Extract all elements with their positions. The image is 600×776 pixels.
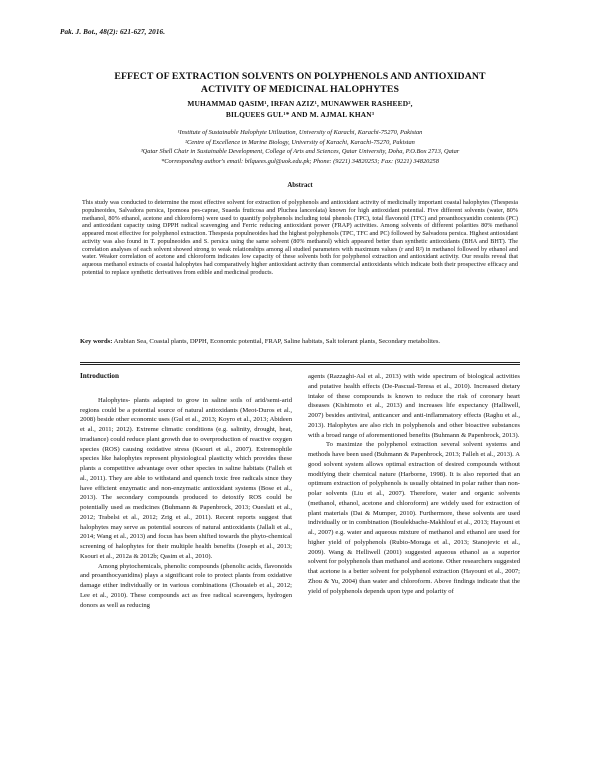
divider-rule-thin bbox=[80, 364, 520, 365]
left-column bbox=[80, 372, 292, 610]
body-paragraph: agents (Razzaghi-Asl et al., 2013) with wide spectrum of biological activities and putative health effects (De-Pascual-Teresa et al., 2010). Increased dietary intake of these compounds is known to reduce the risk of coronary heart diseases (Kishimoto et al., 2013) and increases life expectancy (Halliwell, 2007) besides antiviral, anticancer and anti-inflammatory effects (Raghu et al., 2013). Halophytes are also rich in polyphenols and other bioactive substances with a broad range of aforementioned benefits (Buhmann & Papenbrock, 2013). bbox=[308, 373, 520, 439]
paper-title-line-2: ACTIVITY OF MEDICINAL HALOPHYTES bbox=[200, 84, 400, 95]
abstract-text: This study was conducted to determine the most effective solvent for extraction of polyphenols and antioxidant activity of medicinally important coastal halophytes (Thespesia populneoides, Salvadora persica, Ipomoea pes-caprae, Suaeda fruticosa and Pluchea lanceolata) known for high antioxidant potential. Five different solvents (water, 80% methanol, 80% ethanol, acetone and chloroform) were used to quantify polyphenols including total phenols (TPC), total flavonoid (TFC) and proanthocyanidin contents (PC) and antioxidant capacity using DPPH radical scavenging and Ferric reducing antioxidant power (FRAP) activities. Among solvents of different polarities 80% methanol appeared most effective for polyphenol extraction. Thespesia populneoides had the highest polyphenols (TPC, TFC and PC) followed by Salvadora persica. Highest antioxidant activity was also found in T. populneoides and S. persica using the same solvent (80% methanol) which appeared better than synthetic antioxidants (BHA and BHT). The correlation analyses of each solvent showed strong to weak relationships among all studied parameters with maximum values (r and R²) in methanol followed by ethanol and water. Weaker correlation of acetone and chloroform indicates low capacity of these solvents both for polyphenol extraction and antioxidant activity. Our results reveal that aqueous methanol extracts of coastal halophytes had comparatively higher antioxidant activity than commercial antioxidants which indicate both their prospective efficacy and potential to replace synthetic derivatives from edible and medicinal products. bbox=[82, 199, 518, 276]
affiliation-2: ²Centre of Excellence in Marine Biology, University of Karachi, Karachi-75270, Pakistan bbox=[185, 138, 415, 146]
right-column bbox=[308, 372, 520, 596]
divider-rule bbox=[80, 362, 520, 363]
author-list bbox=[60, 98, 540, 120]
keywords-label: Key words: bbox=[80, 338, 113, 345]
paper-title-line-1: EFFECT OF EXTRACTION SOLVENTS ON POLYPHENOLS AND ANTIOXIDANT bbox=[114, 71, 486, 82]
body-paragraph: To maximize the polyphenol extraction several solvent systems and methods have been used (Buhmann & Papenbrock, 2013; Falleh et al., 2013). A good solvent system allows optimal extraction of desired compounds without modifying their chemical nature (Harborne, 1998). It is also reported that an optimum extraction of polyphenols is usually obtained in polar rather than non-polar solvents (Liu et al., 2007). Therefore, water and organic solvents (methanol, ethanol, acetone and chloroform) are widely used for extraction of plant materials (Dai & Mumper, 2010). Furthermore, these solvents are used individually or in combination (Boulekbache-Makhlouf et al., 2013; Hayouni et al., 2007) e.g. water and aqueous mixture of methanol and ethanol are used for higher yield of polyphenols (Rubio-Moraga et al., 2013; Stanojevic et al., 2009). Wang & Helliwell (2001) suggested aqueous ethanol as a superior solvent for polyphenols than methanol and acetone. Other researchers suggested that acetone is a better solvent for polyphenol extraction (Hayouni et al., 2007; Zhou & Yu, 2004) than water and chloroform. Above findings indicate that the yield of polyphenols depends upon type and polarity of bbox=[308, 441, 520, 595]
keywords-text: Arabian Sea, Coastal plants, DPPH, Economic potential, FRAP, Saline habitats, Salt tolerant plants, Secondary metabolites. bbox=[113, 338, 441, 345]
body-paragraph: Halophytes- plants adapted to grow in saline soils of arid/semi-arid regions could be a potential source of natural antioxidants (Meot-Duros et al., 2008) beside other economic uses (Gul et al., 2013; Koyro et al., 2013; Abideen et al., 2011; 2012). Extreme climatic conditions (e.g. salinity, drought, heat, irradiance) could reduce plant growth due to overproduction of reactive oxygen species (ROS) causing oxidative stress (Ksouri et al., 2007). Extremophile species like halophytes represent physiological plasticity which provides these plants a competitive advantage over other species in saline habitats (Falleh et al., 2011). They are able to withstand and quench toxic free radicals since they have efficient enzymatic and non-enzymatic antioxidant systems (Bose et al., 2013). The secondary compounds produced to detoxify ROS could be potentially used as medicines (Buhmann & Papenbrock, 2013; Oueslati et al., 2012; Trabelsi et al., 2012; Zrig et al., 2011). Recent reports suggest that halophytes may serve as potential sources of natural antioxidants (Jallali et al., 2014; Wang et al., 2013) and focus has been shifted towards the phyto-chemical screening of halophytes for their multiple health benefits (Joseph et al., 2013; Ksouri et al., 2012a & 2012b; Qasim et al., 2010). bbox=[80, 396, 292, 560]
journal-reference: Pak. J. Bot., 48(2): 621-627, 2016. bbox=[60, 28, 166, 36]
abstract-heading: Abstract bbox=[287, 182, 313, 189]
author-line-1: MUHAMMAD QASIM¹, IRFAN AZIZ¹, MUNAWWER RASHEED², bbox=[187, 99, 413, 108]
author-line-2: BILQUEES GUL¹* AND M. AJMAL KHAN³ bbox=[225, 110, 375, 119]
corresponding-author: *Corresponding author's email: bilquees.gul@uok.edu.pk; Phone: (9221) 34820253; Fax: (9221) 34820258 bbox=[161, 157, 439, 165]
affiliation-1: ¹Institute of Sustainable Halophyte Utilization, University of Karachi, Karachi-75270, Pakistan bbox=[177, 129, 423, 136]
keywords bbox=[80, 337, 522, 346]
affiliations bbox=[60, 128, 540, 166]
paper-title bbox=[60, 70, 540, 96]
affiliation-3: ³Qatar Shell Chair in Sustainable Development, College of Arts and Sciences, Qatar University, Doha, P.O.Box 2713, Qatar bbox=[140, 148, 460, 156]
introduction-heading: Introduction bbox=[80, 372, 120, 380]
body-paragraph: Among phytochemicals, phenolic compounds (phenolic acids, flavonoids and proanthocyanidins) plays a significant role to protect plants from oxidative damage either individually or in various combinations (Chouaieb et al., 2012; Lee et al., 2010). These compounds act as free radical scavengers, hydrogen donors as well as reducing bbox=[80, 562, 292, 609]
